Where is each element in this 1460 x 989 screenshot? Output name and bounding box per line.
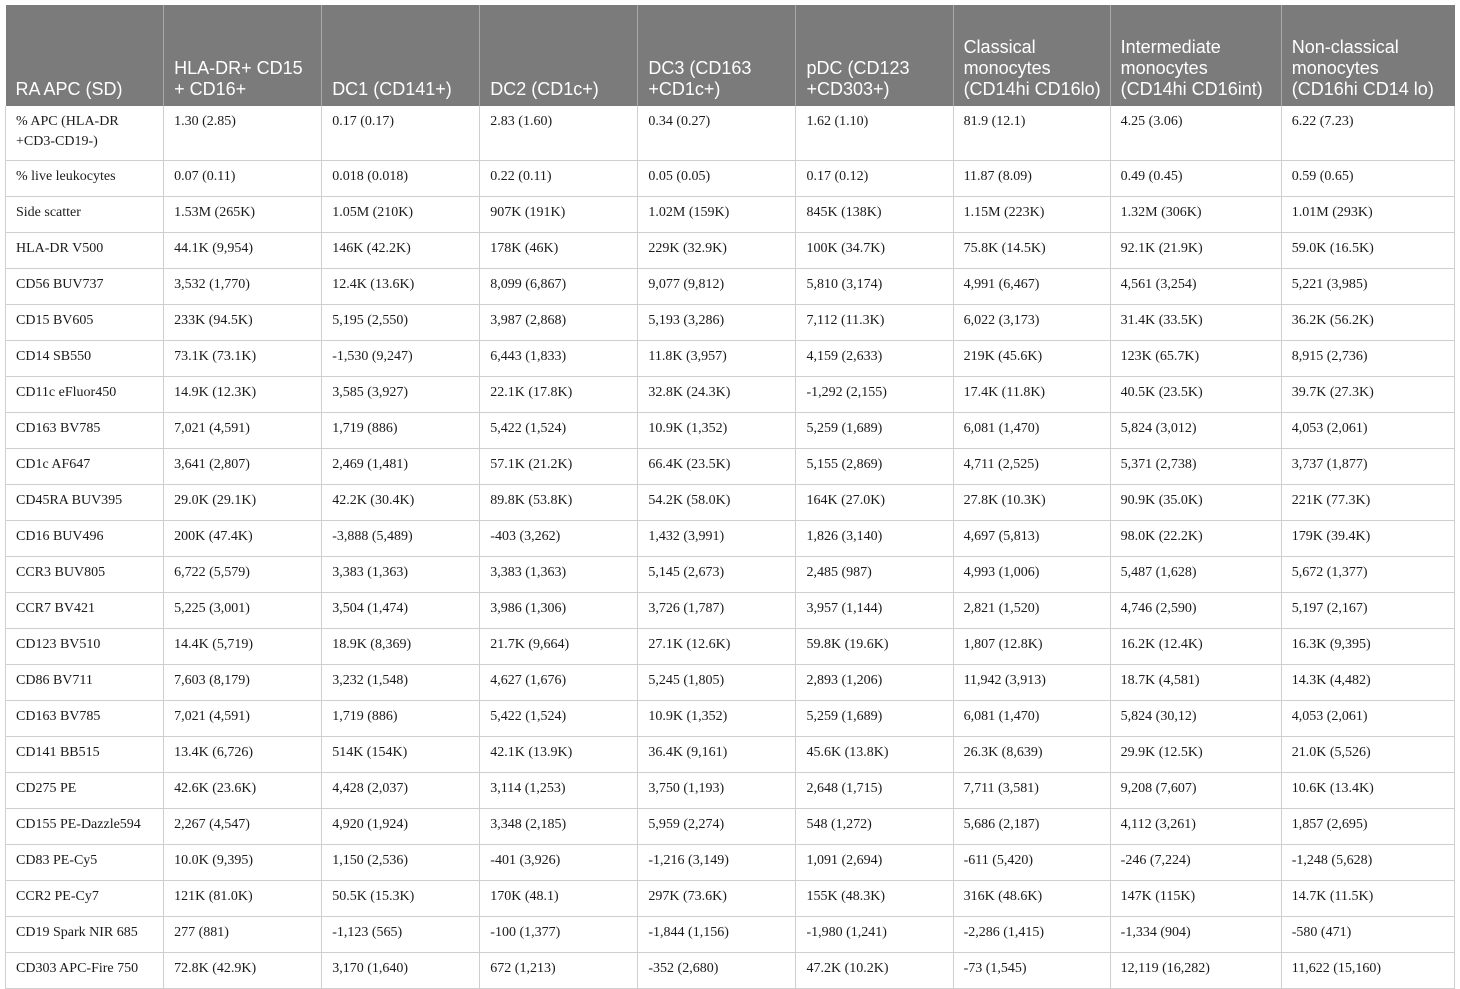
table-cell: 29.9K (12.5K) — [1110, 737, 1281, 773]
table-cell: 1.05M (210K) — [322, 197, 480, 233]
table-row — [6, 629, 1455, 665]
table-cell: 2,469 (1,481) — [322, 449, 480, 485]
table-cell: -580 (471) — [1281, 917, 1454, 953]
table-row — [6, 377, 1455, 413]
table-cell: 4,428 (2,037) — [322, 773, 480, 809]
table-cell: 0.17 (0.17) — [322, 106, 480, 161]
column-header: Non-classical monocytes (CD16hi CD14 lo) — [1281, 5, 1454, 106]
table-cell: 7,603 (8,179) — [164, 665, 322, 701]
table-cell: 29.0K (29.1K) — [164, 485, 322, 521]
table-cell: 11.8K (3,957) — [638, 341, 796, 377]
row-label: CD275 PE — [6, 773, 164, 809]
table-cell: 16.3K (9,395) — [1281, 629, 1454, 665]
table-cell: 4,920 (1,924) — [322, 809, 480, 845]
table-cell: 5,225 (3,001) — [164, 593, 322, 629]
table-cell: -1,844 (1,156) — [638, 917, 796, 953]
table-row — [6, 881, 1455, 917]
table-cell: 5,810 (3,174) — [796, 269, 953, 305]
row-label: CD303 APC-Fire 750 — [6, 953, 164, 989]
table-cell: 5,959 (2,274) — [638, 809, 796, 845]
table-cell: -1,292 (2,155) — [796, 377, 953, 413]
table-row — [6, 845, 1455, 881]
table-row — [6, 485, 1455, 521]
table-cell: 6.22 (7.23) — [1281, 106, 1454, 161]
table-cell: 2.83 (1.60) — [480, 106, 638, 161]
table-cell: -1,334 (904) — [1110, 917, 1281, 953]
table-cell: 1,150 (2,536) — [322, 845, 480, 881]
table-cell: 27.1K (12.6K) — [638, 629, 796, 665]
table-cell: 229K (32.9K) — [638, 233, 796, 269]
table-cell: 0.07 (0.11) — [164, 161, 322, 197]
table-cell: 155K (48.3K) — [796, 881, 953, 917]
table-cell: 0.05 (0.05) — [638, 161, 796, 197]
table-cell: 45.6K (13.8K) — [796, 737, 953, 773]
table-cell: 1.15M (223K) — [953, 197, 1110, 233]
table-cell: 81.9 (12.1) — [953, 106, 1110, 161]
table-row — [6, 161, 1455, 197]
table-cell: 9,077 (9,812) — [638, 269, 796, 305]
table-cell: 14.9K (12.3K) — [164, 377, 322, 413]
table-cell: 233K (94.5K) — [164, 305, 322, 341]
row-label: CD15 BV605 — [6, 305, 164, 341]
table-cell: -73 (1,545) — [953, 953, 1110, 989]
table-cell: 3,737 (1,877) — [1281, 449, 1454, 485]
table-cell: 3,348 (2,185) — [480, 809, 638, 845]
table-cell: 98.0K (22.2K) — [1110, 521, 1281, 557]
table-cell: 59.8K (19.6K) — [796, 629, 953, 665]
table-cell: 3,750 (1,193) — [638, 773, 796, 809]
table-cell: 6,722 (5,579) — [164, 557, 322, 593]
table-cell: 297K (73.6K) — [638, 881, 796, 917]
table-row — [6, 773, 1455, 809]
table-cell: 21.0K (5,526) — [1281, 737, 1454, 773]
table-row — [6, 701, 1455, 737]
table-row — [6, 953, 1455, 989]
table-cell: 6,081 (1,470) — [953, 701, 1110, 737]
row-label: CCR7 BV421 — [6, 593, 164, 629]
table-cell: 59.0K (16.5K) — [1281, 233, 1454, 269]
table-cell: 5,686 (2,187) — [953, 809, 1110, 845]
table-cell: 4,112 (3,261) — [1110, 809, 1281, 845]
table-cell: 75.8K (14.5K) — [953, 233, 1110, 269]
table-cell: 5,422 (1,524) — [480, 413, 638, 449]
table-cell: 6,081 (1,470) — [953, 413, 1110, 449]
table-cell: 219K (45.6K) — [953, 341, 1110, 377]
table-cell: 47.2K (10.2K) — [796, 953, 953, 989]
table-cell: 3,114 (1,253) — [480, 773, 638, 809]
table-cell: -1,980 (1,241) — [796, 917, 953, 953]
table-cell: 11,622 (15,160) — [1281, 953, 1454, 989]
table-cell: 12,119 (16,282) — [1110, 953, 1281, 989]
table-row — [6, 106, 1455, 161]
table-cell: 92.1K (21.9K) — [1110, 233, 1281, 269]
table-cell: 907K (191K) — [480, 197, 638, 233]
table-cell: 8,099 (6,867) — [480, 269, 638, 305]
row-label: CCR2 PE-Cy7 — [6, 881, 164, 917]
row-label: CCR3 BUV805 — [6, 557, 164, 593]
table-cell: 1,807 (12.8K) — [953, 629, 1110, 665]
row-label: Side scatter — [6, 197, 164, 233]
table-cell: 1,857 (2,695) — [1281, 809, 1454, 845]
table-cell: 123K (65.7K) — [1110, 341, 1281, 377]
table-cell: -1,123 (565) — [322, 917, 480, 953]
table-cell: 4,053 (2,061) — [1281, 701, 1454, 737]
table-cell: -401 (3,926) — [480, 845, 638, 881]
row-label: CD45RA BUV395 — [6, 485, 164, 521]
table-cell: 514K (154K) — [322, 737, 480, 773]
column-header: Intermediate monocytes (CD14hi CD16int) — [1110, 5, 1281, 106]
table-cell: 4,711 (2,525) — [953, 449, 1110, 485]
table-cell: 4.25 (3.06) — [1110, 106, 1281, 161]
table-cell: 5,259 (1,689) — [796, 701, 953, 737]
table-cell: 10.9K (1,352) — [638, 701, 796, 737]
table-cell: 5,197 (2,167) — [1281, 593, 1454, 629]
row-label: CD141 BB515 — [6, 737, 164, 773]
table-cell: 39.7K (27.3K) — [1281, 377, 1454, 413]
table-cell: 36.2K (56.2K) — [1281, 305, 1454, 341]
table-cell: 7,021 (4,591) — [164, 701, 322, 737]
row-label: CD163 BV785 — [6, 413, 164, 449]
table-cell: 3,987 (2,868) — [480, 305, 638, 341]
table-cell: 57.1K (21.2K) — [480, 449, 638, 485]
table-cell: 11.87 (8.09) — [953, 161, 1110, 197]
table-cell: 89.8K (53.8K) — [480, 485, 638, 521]
row-label: CD14 SB550 — [6, 341, 164, 377]
table-cell: 14.4K (5,719) — [164, 629, 322, 665]
table-cell: 7,112 (11.3K) — [796, 305, 953, 341]
table-cell: 6,022 (3,173) — [953, 305, 1110, 341]
row-label: CD163 BV785 — [6, 701, 164, 737]
column-header: RA APC (SD) — [6, 5, 164, 106]
table-row — [6, 233, 1455, 269]
table-cell: 18.9K (8,369) — [322, 629, 480, 665]
table-cell: 14.3K (4,482) — [1281, 665, 1454, 701]
table-cell: 4,746 (2,590) — [1110, 593, 1281, 629]
table-container — [5, 5, 1455, 989]
table-cell: 5,245 (1,805) — [638, 665, 796, 701]
table-cell: 54.2K (58.0K) — [638, 485, 796, 521]
table-cell: -246 (7,224) — [1110, 845, 1281, 881]
table-cell: 1.01M (293K) — [1281, 197, 1454, 233]
table-row — [6, 557, 1455, 593]
row-label: CD16 BUV496 — [6, 521, 164, 557]
row-label: CD123 BV510 — [6, 629, 164, 665]
table-row — [6, 593, 1455, 629]
table-row — [6, 521, 1455, 557]
table-cell: 42.6K (23.6K) — [164, 773, 322, 809]
table-cell: -2,286 (1,415) — [953, 917, 1110, 953]
table-cell: 5,259 (1,689) — [796, 413, 953, 449]
table-cell: 2,893 (1,206) — [796, 665, 953, 701]
table-cell: 10.6K (13.4K) — [1281, 773, 1454, 809]
table-cell: 548 (1,272) — [796, 809, 953, 845]
table-cell: -100 (1,377) — [480, 917, 638, 953]
row-label: CD83 PE-Cy5 — [6, 845, 164, 881]
rna-apc-table — [5, 5, 1455, 989]
table-row — [6, 341, 1455, 377]
table-cell: 0.22 (0.11) — [480, 161, 638, 197]
table-cell: 221K (77.3K) — [1281, 485, 1454, 521]
table-cell: -611 (5,420) — [953, 845, 1110, 881]
table-cell: 4,991 (6,467) — [953, 269, 1110, 305]
table-row — [6, 413, 1455, 449]
table-cell: 5,824 (30,12) — [1110, 701, 1281, 737]
row-label: CD155 PE-Dazzle594 — [6, 809, 164, 845]
table-cell: 31.4K (33.5K) — [1110, 305, 1281, 341]
table-cell: 4,053 (2,061) — [1281, 413, 1454, 449]
table-cell: 11,942 (3,913) — [953, 665, 1110, 701]
table-cell: 10.0K (9,395) — [164, 845, 322, 881]
table-cell: 42.2K (30.4K) — [322, 485, 480, 521]
table-cell: 5,672 (1,377) — [1281, 557, 1454, 593]
table-cell: 146K (42.2K) — [322, 233, 480, 269]
table-cell: 1,432 (3,991) — [638, 521, 796, 557]
column-header: Classical monocytes (CD14hi CD16lo) — [953, 5, 1110, 106]
table-cell: 4,627 (1,676) — [480, 665, 638, 701]
table-cell: 1,091 (2,694) — [796, 845, 953, 881]
table-row — [6, 197, 1455, 233]
table-cell: 1,719 (886) — [322, 701, 480, 737]
row-label: CD56 BUV737 — [6, 269, 164, 305]
table-cell: 44.1K (9,954) — [164, 233, 322, 269]
table-cell: 40.5K (23.5K) — [1110, 377, 1281, 413]
table-row — [6, 665, 1455, 701]
table-cell: 178K (46K) — [480, 233, 638, 269]
table-cell: 21.7K (9,664) — [480, 629, 638, 665]
table-cell: 147K (115K) — [1110, 881, 1281, 917]
table-row — [6, 809, 1455, 845]
table-cell: 27.8K (10.3K) — [953, 485, 1110, 521]
table-cell: 5,195 (2,550) — [322, 305, 480, 341]
table-cell: 16.2K (12.4K) — [1110, 629, 1281, 665]
table-cell: 50.5K (15.3K) — [322, 881, 480, 917]
table-cell: -1,530 (9,247) — [322, 341, 480, 377]
column-header: DC1 (CD141+) — [322, 5, 480, 106]
table-cell: 200K (47.4K) — [164, 521, 322, 557]
column-header: HLA-DR+ CD15 + CD16+ — [164, 5, 322, 106]
table-cell: 3,504 (1,474) — [322, 593, 480, 629]
table-cell: 10.9K (1,352) — [638, 413, 796, 449]
column-header: pDC (CD123 +CD303+) — [796, 5, 953, 106]
table-cell: 3,232 (1,548) — [322, 665, 480, 701]
table-cell: 2,648 (1,715) — [796, 773, 953, 809]
table-cell: 1.02M (159K) — [638, 197, 796, 233]
table-cell: 13.4K (6,726) — [164, 737, 322, 773]
table-cell: 4,993 (1,006) — [953, 557, 1110, 593]
table-cell: -1,248 (5,628) — [1281, 845, 1454, 881]
table-cell: 170K (48.1) — [480, 881, 638, 917]
table-cell: 4,697 (5,813) — [953, 521, 1110, 557]
table-cell: 5,824 (3,012) — [1110, 413, 1281, 449]
table-cell: 8,915 (2,736) — [1281, 341, 1454, 377]
table-cell: 3,986 (1,306) — [480, 593, 638, 629]
table-cell: 316K (48.6K) — [953, 881, 1110, 917]
table-cell: 5,422 (1,524) — [480, 701, 638, 737]
table-cell: 2,485 (987) — [796, 557, 953, 593]
table-cell: 36.4K (9,161) — [638, 737, 796, 773]
table-cell: 73.1K (73.1K) — [164, 341, 322, 377]
table-cell: 5,487 (1,628) — [1110, 557, 1281, 593]
table-cell: 12.4K (13.6K) — [322, 269, 480, 305]
table-cell: 5,371 (2,738) — [1110, 449, 1281, 485]
table-cell: 277 (881) — [164, 917, 322, 953]
table-cell: -403 (3,262) — [480, 521, 638, 557]
table-cell: 9,208 (7,607) — [1110, 773, 1281, 809]
table-cell: 0.018 (0.018) — [322, 161, 480, 197]
header-row — [6, 5, 1455, 106]
row-label: CD19 Spark NIR 685 — [6, 917, 164, 953]
table-cell: 1.30 (2.85) — [164, 106, 322, 161]
table-cell: 3,532 (1,770) — [164, 269, 322, 305]
table-cell: 3,383 (1,363) — [322, 557, 480, 593]
table-row — [6, 305, 1455, 341]
column-header: DC3 (CD163 +CD1c+) — [638, 5, 796, 106]
table-cell: 845K (138K) — [796, 197, 953, 233]
row-label: CD1c AF647 — [6, 449, 164, 485]
table-cell: 72.8K (42.9K) — [164, 953, 322, 989]
table-cell: 17.4K (11.8K) — [953, 377, 1110, 413]
row-label: CD86 BV711 — [6, 665, 164, 701]
table-cell: 0.49 (0.45) — [1110, 161, 1281, 197]
table-cell: 32.8K (24.3K) — [638, 377, 796, 413]
table-cell: 0.17 (0.12) — [796, 161, 953, 197]
table-row — [6, 917, 1455, 953]
table-cell: 672 (1,213) — [480, 953, 638, 989]
table-cell: 2,267 (4,547) — [164, 809, 322, 845]
table-cell: 164K (27.0K) — [796, 485, 953, 521]
table-cell: 179K (39.4K) — [1281, 521, 1454, 557]
table-cell: 5,155 (2,869) — [796, 449, 953, 485]
table-cell: 121K (81.0K) — [164, 881, 322, 917]
table-cell: 100K (34.7K) — [796, 233, 953, 269]
row-label: HLA-DR V500 — [6, 233, 164, 269]
row-label: % APC (HLA-DR +CD3-CD19-) — [6, 106, 164, 161]
table-row — [6, 737, 1455, 773]
table-cell: 5,193 (3,286) — [638, 305, 796, 341]
table-cell: 6,443 (1,833) — [480, 341, 638, 377]
table-cell: 22.1K (17.8K) — [480, 377, 638, 413]
table-cell: 18.7K (4,581) — [1110, 665, 1281, 701]
table-cell: 0.59 (0.65) — [1281, 161, 1454, 197]
table-cell: 0.34 (0.27) — [638, 106, 796, 161]
table-cell: 7,711 (3,581) — [953, 773, 1110, 809]
table-cell: 3,170 (1,640) — [322, 953, 480, 989]
table-cell: 1.62 (1.10) — [796, 106, 953, 161]
row-label: % live leukocytes — [6, 161, 164, 197]
table-cell: 1.53M (265K) — [164, 197, 322, 233]
table-cell: 26.3K (8,639) — [953, 737, 1110, 773]
table-cell: 3,957 (1,144) — [796, 593, 953, 629]
table-cell: 3,585 (3,927) — [322, 377, 480, 413]
table-cell: 3,726 (1,787) — [638, 593, 796, 629]
table-row — [6, 449, 1455, 485]
table-body — [6, 106, 1455, 989]
table-cell: 3,383 (1,363) — [480, 557, 638, 593]
table-cell: 90.9K (35.0K) — [1110, 485, 1281, 521]
table-cell: 7,021 (4,591) — [164, 413, 322, 449]
table-cell: 66.4K (23.5K) — [638, 449, 796, 485]
table-cell: 5,145 (2,673) — [638, 557, 796, 593]
table-cell: 2,821 (1,520) — [953, 593, 1110, 629]
table-cell: 4,561 (3,254) — [1110, 269, 1281, 305]
table-cell: -352 (2,680) — [638, 953, 796, 989]
table-cell: -1,216 (3,149) — [638, 845, 796, 881]
table-cell: -3,888 (5,489) — [322, 521, 480, 557]
table-cell: 1.32M (306K) — [1110, 197, 1281, 233]
table-cell: 5,221 (3,985) — [1281, 269, 1454, 305]
row-label: CD11c eFluor450 — [6, 377, 164, 413]
table-row — [6, 269, 1455, 305]
table-cell: 4,159 (2,633) — [796, 341, 953, 377]
table-cell: 1,719 (886) — [322, 413, 480, 449]
column-header: DC2 (CD1c+) — [480, 5, 638, 106]
table-cell: 3,641 (2,807) — [164, 449, 322, 485]
table-cell: 14.7K (11.5K) — [1281, 881, 1454, 917]
table-cell: 1,826 (3,140) — [796, 521, 953, 557]
table-cell: 42.1K (13.9K) — [480, 737, 638, 773]
